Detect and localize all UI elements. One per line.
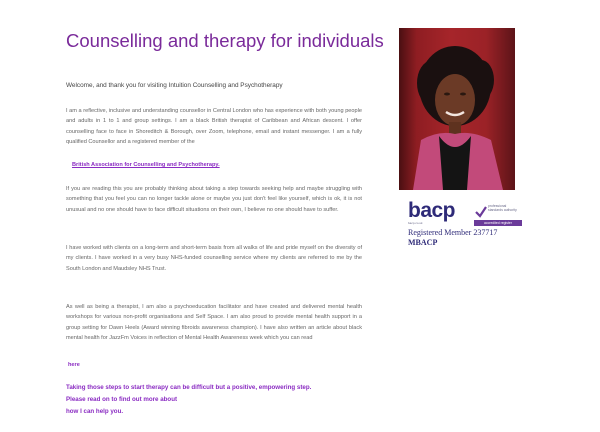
accreditation-bar: accredited register <box>474 220 522 226</box>
accreditation-badge <box>474 203 522 223</box>
page-title: Counselling and therapy for individuals <box>66 30 384 51</box>
registered-member-text: Registered Member 237717 <box>408 228 498 237</box>
intro-paragraph: I am a reflective, inclusive and understanding counsellor in Central London who has experience with both young people and adults in 1 to 1 and group settings. I am a black British therapist of Caribbean and African descent. I offer counselling face to face in Shoreditch & Borough, over Zoom, telephone, email and instant messenger. I am a fully qualified Counsellor and a registered member of the <box>66 108 362 145</box>
cta-line-3-link[interactable]: how I can help you. <box>66 408 124 415</box>
bacp-subtext: bacp.co.uk <box>408 221 423 225</box>
reading-paragraph: If you are reading this you are probably thinking about taking a step towards seeking help and maybe struggling with something that you feel you can no longer tackle alone or maybe you just don't feel like yourself, which is ok, it is not unusual and no one should have to face difficult situations on their own, I believe no one should have to suffer. <box>66 186 362 213</box>
cta-line-2: Please read on to find out more about <box>66 396 178 403</box>
welcome-text: Welcome, and thank you for visiting Intuition Counselling and Psychotherapy <box>66 82 283 89</box>
experience-paragraph: I have worked with clients on a long-term and short-term basis from all walks of life and pride myself on the diversity of my clients. I have worked in a very busy NHS-funded counselling service where my clients are referred to me by the South London and Maudsley NHS Trust. <box>66 245 362 272</box>
bacp-link[interactable]: British Association for Counselling and Psychotherapy. <box>72 162 220 168</box>
accreditation-text: professional standards authority <box>488 204 517 212</box>
here-link[interactable]: here <box>68 362 80 368</box>
bacp-wordmark: bacp <box>408 199 456 222</box>
cta-line-1: Taking those steps to start therapy can be difficult but a positive, empowering step. <box>66 384 312 391</box>
portrait-photo-icon <box>399 28 515 190</box>
portrait-photo <box>399 28 515 190</box>
accreditation-tick-icon <box>475 205 487 219</box>
mbacp-text: MBACP <box>408 238 438 247</box>
psychoeducation-paragraph: As well as being a therapist, I am also a psychoeducation facilitator and have created and delivered mental health workshops for various non-profit organisations and Self Space. I am also proud to provide mental health support in a group setting for Dawn Heels (Award winning fibroids awareness champion). I have also written an article about black mental health for JazzFm Voices in reflection of Mental Health Awareness week which you can read <box>66 304 362 341</box>
